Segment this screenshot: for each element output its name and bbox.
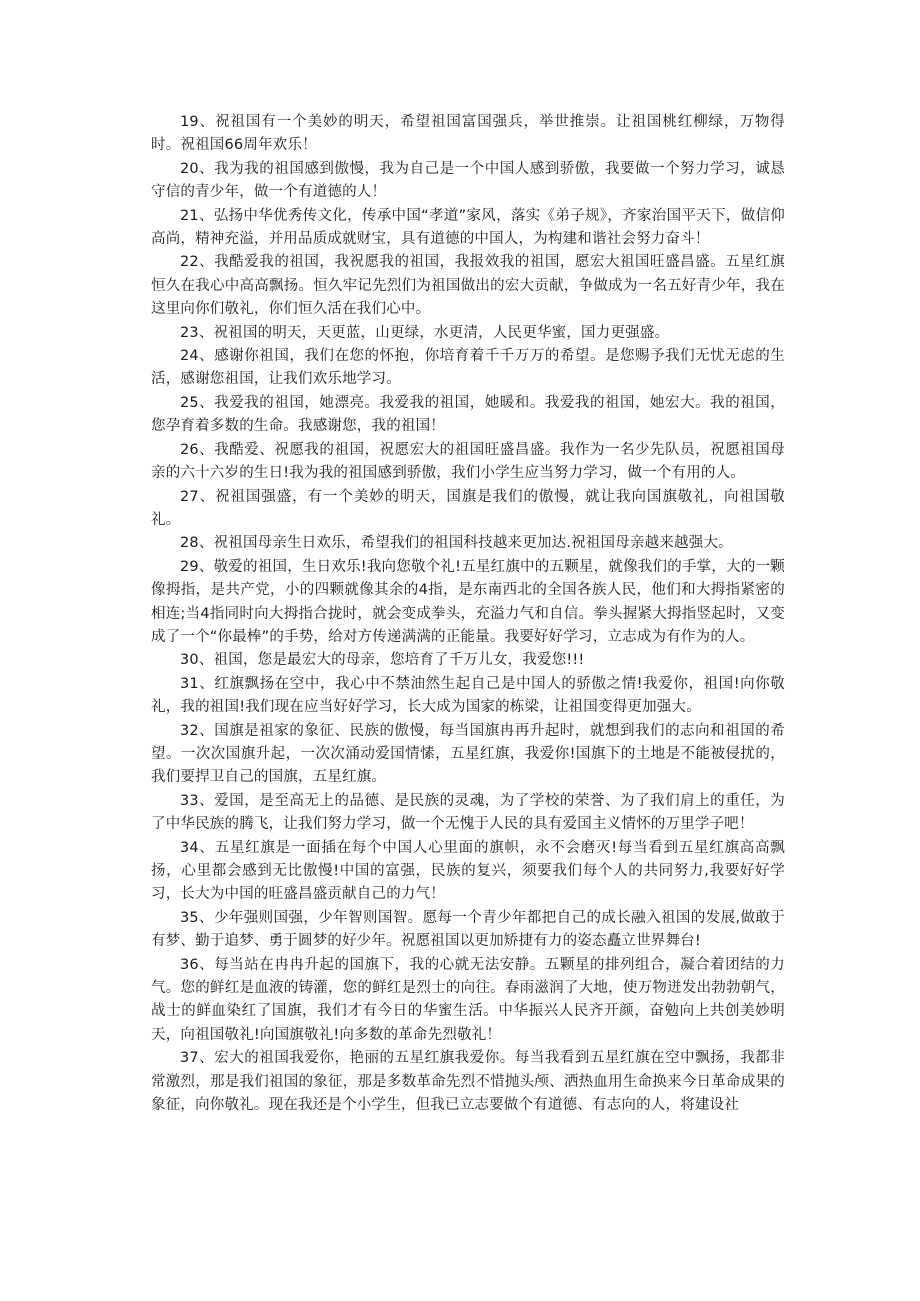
paragraph-27: 27、祝祖国强盛，有一个美妙的明天，国旗是我们的傲慢，就让我向国旗敬礼，向祖国敬礼。 [151, 488, 785, 528]
paragraph-37: 37、宏大的祖国我爱你，艳丽的五星红旗我爱你。每当我看到五星红旗在空中飘扬，我都非常激烈，那是我们祖国的象征，那是多数革命先烈不惜抛头颅、洒热血用生命换来今日革命成果的象征，向你敬礼。现在我还是个小学生，但我已立志要做个有道德、有志向的人，将建设社 [151, 1050, 785, 1114]
paragraph-31: 31、红旗飘扬在空中，我心中不禁油然生起自己是中国人的骄傲之情!我爱你，祖国!向你敬礼，我的祖国!我们现在应当好好学习，长大成为国家的栋梁，让祖国变得更加强大。 [151, 675, 785, 716]
paragraph-33: 33、爱国，是至高无上的品德、是民族的灵魂，为了学校的荣誉、为了我们肩上的重任，为了中华民族的腾飞，让我们努力学习，做一个无愧于人民的具有爱国主义情怀的万里学子吧！ [151, 792, 785, 833]
paragraph-36: 36、每当站在冉冉升起的国旗下，我的心就无法安静。五颗星的排列组合，凝合着团结的力气。您的鲜红是血液的铸灌，您的鲜红是烈士的向往。春雨滋润了大地，使万物迸发出勃勃朝气，战士的鲜血染红了国旗，我们才有今日的华蜜生活。中华振兴人民齐开颜，奋勉向上共创美妙明天，向祖国敬礼!向国旗敬礼!向多数的革命先烈敬礼！ [151, 956, 785, 1043]
paragraph-25: 25、我爱我的祖国，她漂亮。我爱我的祖国，她暖和。我爱我的祖国，她宏大。我的祖国，您孕育着多数的生命。我感谢您，我的祖国！ [151, 394, 785, 435]
paragraph-32: 32、国旗是祖家的象征、民族的傲慢，每当国旗冉再升起时，就想到我们的志向和祖国的希望。一次次国旗升起，一次次涌动爱国情愫，五星红旗，我爱你!国旗下的土地是不能被侵扰的，我们要捍卫自己的国旗，五星红旗。 [151, 722, 785, 786]
paragraph-19: 19、祝祖国有一个美妙的明天，希望祖国富国强兵，举世推崇。让祖国桃红柳绿，万物得时。祝祖国66周年欢乐！ [151, 114, 785, 154]
paragraph-35: 35、少年强则国强，少年智则国智。愿每一个青少年都把自己的成长融入祖国的发展,做敢于有梦、勤于追梦、勇于圆梦的好少年。祝愿祖国以更加矫捷有力的姿态矗立世界舞台! [151, 909, 785, 950]
paragraph-34: 34、五星红旗是一面插在每个中国人心里面的旗帜，永不会磨灭!每当看到五星红旗高高飘扬，心里都会感到无比傲慢!中国的富强，民族的复兴，须要我们每个人的共同努力,我要好好学习，长大为中国的旺盛昌盛贡献自己的力气！ [151, 839, 785, 903]
paragraph-28: 28、祝祖国母亲生日欢乐，希望我们的祖国科技越来更加达.祝祖国母亲越来越强大。 [180, 535, 733, 552]
paragraph-23: 23、祝祖国的明天，天更蓝，山更绿，水更清，人民更华蜜，国力更强盛。 [180, 324, 670, 341]
document-body [151, 111, 785, 1117]
paragraph-30: 30、祖国，您是最宏大的母亲，您培育了千万儿女，我爱您!!! [180, 652, 585, 669]
paragraph-20: 20、我为我的祖国感到傲慢，我为自己是一个中国人感到骄傲，我要做一个努力学习，诚恳守信的青少年，做一个有道德的人！ [151, 160, 785, 201]
paragraph-29: 29、敬爱的祖国，生日欢乐!我向您敬个礼!五星红旗中的五颗星，就像我们的手掌，大的一颗像拇指，是共产党，小的四颗就像其余的4指，是东南西北的全国各族人民，他们和大拇指紧密的相连;当4指同时向大拇指合拢时，就会变成拳头，充溢力气和自信。拳头握紧大拇指竖起时，又变成了一个“你最棒”的手势，给对方传递满满的正能量。我要好好学习，立志成为有作为的人。 [151, 558, 785, 645]
paragraph-26: 26、我酷爱、祝愿我的祖国，祝愿宏大的祖国旺盛昌盛。我作为一名少先队员，祝愿祖国母亲的六十六岁的生日!我为我的祖国感到骄傲，我们小学生应当努力学习，做一个有用的人。 [151, 441, 785, 482]
paragraph-21: 21、弘扬中华优秀传文化，传承中国“孝道”家风，落实《弟子规》，齐家治国平天下，做信仰高尚，精神充溢，并用品质成就财宝，具有道德的中国人，为构建和谐社会努力奋斗！ [151, 207, 785, 248]
paragraph-24: 24、感谢你祖国，我们在您的怀抱，你培育着千千万万的希望。是您赐予我们无忧无虑的生活，感谢您祖国，让我们欢乐地学习。 [151, 348, 785, 388]
paragraph-22: 22、我酷爱我的祖国，我祝愿我的祖国，我报效我的祖国，愿宏大祖国旺盛昌盛。五星红旗恒久在我心中高高飘扬。恒久牢记先烈们为祖国做出的宏大贡献，争做成为一名五好青少年，我在这里向你们敬礼，你们恒久活在我们心中。 [151, 254, 785, 318]
